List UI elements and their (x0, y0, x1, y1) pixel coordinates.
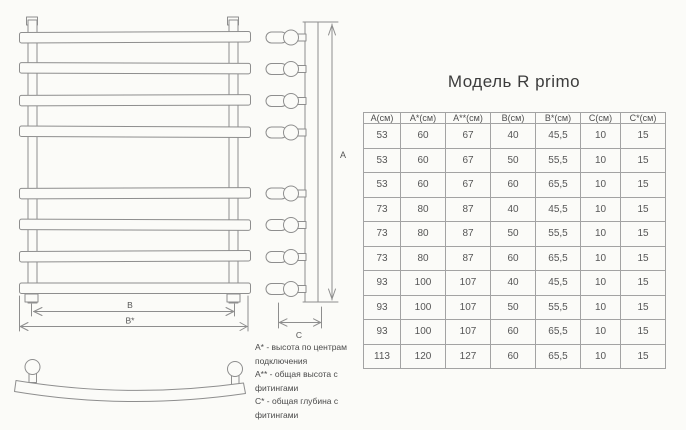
table-cell: 15 (621, 271, 666, 296)
column-header: А(см) (364, 113, 401, 124)
table-cell: 73 (364, 197, 401, 222)
table-cell: 107 (446, 320, 491, 345)
table-cell: 73 (364, 222, 401, 247)
table-cell: 100 (401, 295, 446, 320)
footnote-a-double-star: А** - общая высота с фитингами (255, 369, 338, 393)
table-cell: 15 (621, 222, 666, 247)
table-cell: 15 (621, 124, 666, 149)
column-header: В(см) (491, 113, 536, 124)
table-cell: 127 (446, 344, 491, 369)
table-row (364, 173, 666, 198)
dimension-label-c: С (295, 330, 303, 340)
table-cell: 10 (581, 173, 621, 198)
table-cell: 10 (581, 222, 621, 247)
column-header: А*(см) (401, 113, 446, 124)
front-view-drawing (19, 17, 250, 303)
table-cell: 15 (621, 246, 666, 271)
table-cell: 55,5 (536, 148, 581, 173)
dimension-b (32, 304, 235, 316)
footnotes (255, 341, 377, 423)
footnote-c-star: С* - общая глубина с фитингами (255, 396, 339, 420)
table-cell: 55,5 (536, 295, 581, 320)
table-cell: 10 (581, 344, 621, 369)
spec-table-body (364, 124, 666, 369)
table-cell: 10 (581, 246, 621, 271)
table-row (364, 148, 666, 173)
table-cell: 40 (491, 124, 536, 149)
table-cell: 113 (364, 344, 401, 369)
table-cell: 45,5 (536, 271, 581, 296)
table-cell: 60 (491, 246, 536, 271)
table-cell: 40 (491, 271, 536, 296)
table-cell: 15 (621, 197, 666, 222)
table-cell: 65,5 (536, 344, 581, 369)
dimension-c (279, 303, 322, 328)
column-header: В*(см) (536, 113, 581, 124)
dimension-label-b: В (127, 300, 133, 310)
table-cell: 55,5 (536, 222, 581, 247)
table-cell: 100 (401, 271, 446, 296)
dimension-label-b-star: В* (125, 315, 135, 326)
table-cell: 80 (401, 197, 446, 222)
table-cell: 53 (364, 173, 401, 198)
table-cell: 93 (364, 295, 401, 320)
table-cell: 67 (446, 148, 491, 173)
rung-fittings (266, 30, 306, 297)
table-cell: 80 (401, 222, 446, 247)
table-cell: 93 (364, 320, 401, 345)
table-cell: 60 (401, 124, 446, 149)
table-cell: 10 (581, 124, 621, 149)
table-cell: 40 (491, 197, 536, 222)
table-cell: 65,5 (536, 246, 581, 271)
bottom-view-drawing (15, 360, 246, 402)
dimension-a (329, 24, 336, 300)
table-cell: 10 (581, 295, 621, 320)
table-row (364, 320, 666, 345)
spec-table (363, 112, 666, 369)
table-cell: 67 (446, 173, 491, 198)
table-row (364, 344, 666, 369)
table-row (364, 197, 666, 222)
table-cell: 107 (446, 271, 491, 296)
side-view-drawing (266, 22, 338, 302)
table-row (364, 271, 666, 296)
column-header: С*(см) (621, 113, 666, 124)
table-cell: 100 (401, 320, 446, 345)
table-cell: 10 (581, 197, 621, 222)
table-cell: 10 (581, 320, 621, 345)
column-header: А**(см) (446, 113, 491, 124)
table-cell: 87 (446, 246, 491, 271)
table-cell: 73 (364, 246, 401, 271)
table-row (364, 222, 666, 247)
table-cell: 65,5 (536, 173, 581, 198)
table-cell: 93 (364, 271, 401, 296)
table-cell: 60 (491, 344, 536, 369)
table-cell: 50 (491, 222, 536, 247)
column-header: С(см) (581, 113, 621, 124)
dimension-label-a: А (340, 150, 347, 160)
table-cell: 60 (491, 320, 536, 345)
table-cell: 45,5 (536, 197, 581, 222)
table-cell: 50 (491, 148, 536, 173)
table-cell: 87 (446, 197, 491, 222)
table-cell: 53 (364, 148, 401, 173)
dimension-b-star (20, 296, 249, 331)
table-cell: 53 (364, 124, 401, 149)
table-cell: 15 (621, 320, 666, 345)
table-cell: 60 (401, 148, 446, 173)
page-title: Модель R primo (447, 72, 581, 91)
table-cell: 50 (491, 295, 536, 320)
table-cell: 60 (491, 173, 536, 198)
spec-table-head-row (364, 113, 666, 124)
rungs (19, 31, 250, 293)
table-cell: 65,5 (536, 320, 581, 345)
table-cell: 15 (621, 344, 666, 369)
table-cell: 60 (401, 173, 446, 198)
table-cell: 15 (621, 295, 666, 320)
table-cell: 10 (581, 271, 621, 296)
table-row (364, 295, 666, 320)
table-cell: 120 (401, 344, 446, 369)
table-row (364, 246, 666, 271)
table-cell: 10 (581, 148, 621, 173)
table-cell: 80 (401, 246, 446, 271)
table-cell: 45,5 (536, 124, 581, 149)
table-cell: 107 (446, 295, 491, 320)
table-cell: 87 (446, 222, 491, 247)
table-cell: 67 (446, 124, 491, 149)
table-cell: 15 (621, 173, 666, 198)
footnote-a-star: А* - высота по центрам подключения (255, 342, 348, 366)
table-row (364, 124, 666, 149)
table-cell: 15 (621, 148, 666, 173)
